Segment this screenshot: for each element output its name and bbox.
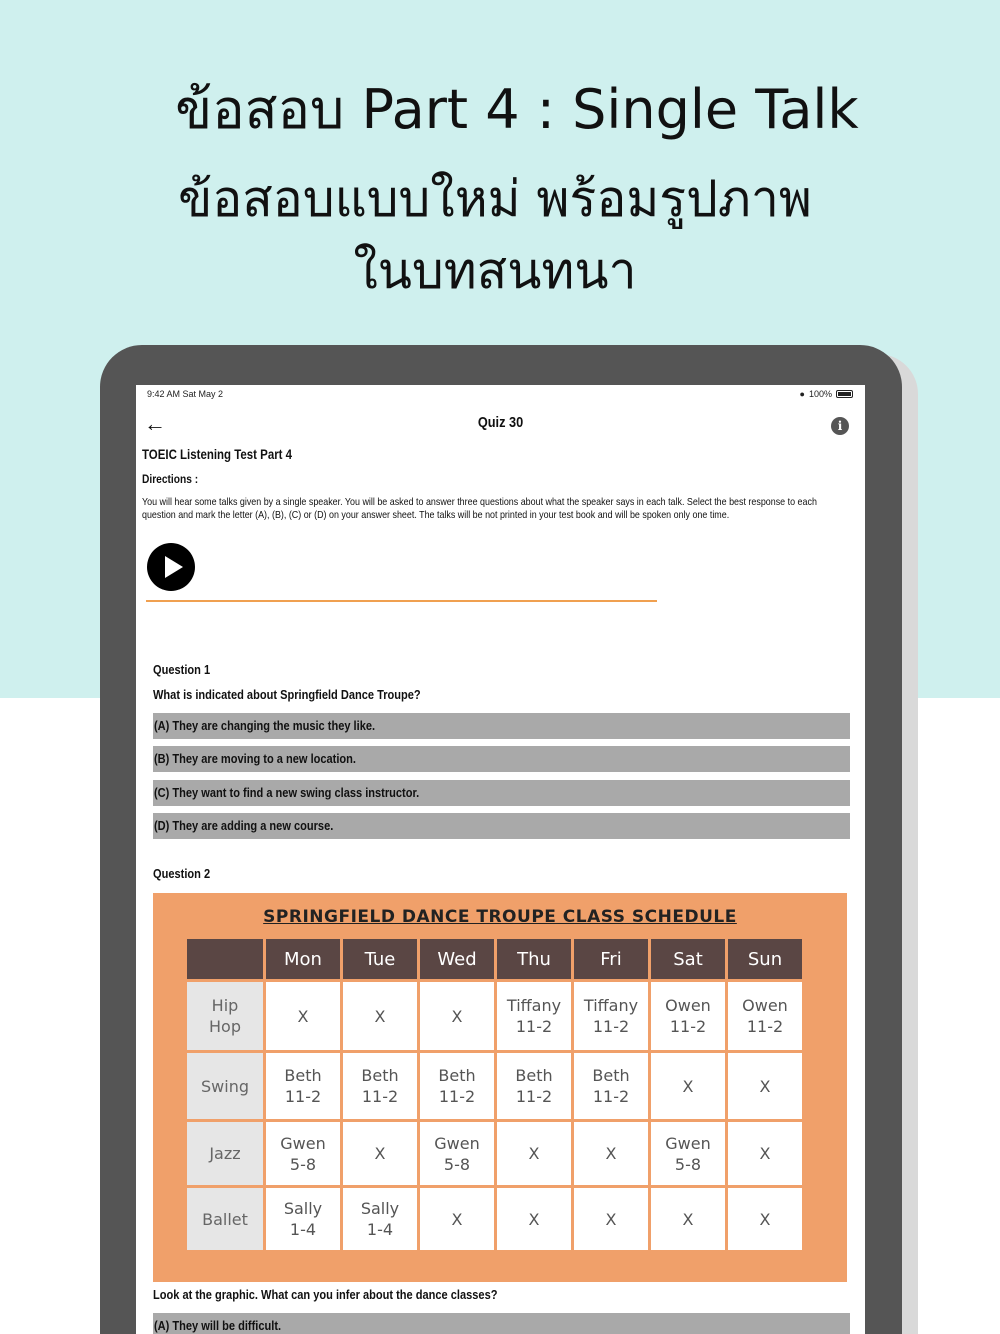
schedule-cell — [343, 1188, 417, 1250]
q1-option-b[interactable] — [153, 746, 850, 772]
status-right — [800, 389, 853, 399]
schedule-cell — [728, 1122, 802, 1185]
class-name: Ballet — [202, 1209, 248, 1229]
nav-title: Quiz 30 — [477, 414, 524, 431]
class-name: Hop — [209, 1017, 241, 1036]
arrow-left-icon[interactable]: ← — [144, 411, 166, 436]
cell-text: 11-2 — [746, 1017, 784, 1036]
cell-text: 11-2 — [284, 1087, 322, 1106]
schedule-cell — [574, 1122, 648, 1185]
cell-text: X — [605, 1209, 617, 1229]
cell-text: Sally — [360, 1199, 400, 1218]
cell-text: Beth — [284, 1066, 322, 1085]
schedule-cell — [651, 1053, 725, 1119]
cell-text: 5-8 — [289, 1154, 317, 1174]
schedule-title: SPRINGFIELD DANCE TROUPE CLASS SCHEDULE — [263, 907, 737, 927]
cell-text: 11-2 — [592, 1087, 630, 1106]
q1-option-c[interactable] — [153, 780, 850, 806]
status-time: 9:42 AM Sat May 2 — [147, 389, 224, 399]
cell-text: 1-4 — [366, 1220, 394, 1239]
schedule-cell — [420, 1122, 494, 1185]
question-2-text: Look at the graphic. What can you infer about the dance classes? — [153, 1287, 498, 1302]
schedule-cell — [728, 1053, 802, 1119]
schedule-row — [187, 1188, 802, 1250]
corner-cell — [187, 939, 263, 979]
schedule-cell — [728, 1188, 802, 1250]
schedule-cell — [574, 1188, 648, 1250]
q1-option-a[interactable] — [153, 713, 850, 739]
schedule-cell — [497, 1188, 571, 1250]
cell-text: X — [528, 1209, 540, 1229]
schedule-cell — [420, 1188, 494, 1250]
cell-text: X — [528, 1144, 540, 1163]
schedule-cell — [420, 1053, 494, 1119]
question-1-text: What is indicated about Springfield Dance Troupe? — [153, 687, 421, 702]
cell-text: Sally — [283, 1199, 323, 1218]
directions-text: You will hear some talks given by a single speaker. You will be asked to answer three questions about what the speaker says in each talk. Select the best response to each question and mark the letter (A), (B), (C) or (D) on your answer sheet. The talks will be not printed in your test book and will be spoken only one time. — [142, 496, 817, 521]
status-bar — [136, 385, 865, 403]
cell-text: Beth — [515, 1066, 553, 1085]
cell-text: Gwen — [434, 1133, 480, 1153]
schedule-cell — [343, 982, 417, 1050]
option-label: (C) They want to find a new swing class instructor. — [154, 785, 420, 800]
schedule-cell — [497, 1122, 571, 1185]
schedule-cell — [651, 982, 725, 1050]
schedule-cell — [266, 1122, 340, 1185]
schedule-cell — [266, 1053, 340, 1119]
cell-text: Beth — [438, 1066, 476, 1085]
schedule-body — [187, 982, 802, 1250]
schedule-cell — [266, 982, 340, 1050]
day-header: Mon — [266, 939, 340, 979]
question-2-label: Question 2 — [153, 866, 211, 881]
schedule-cell — [574, 982, 648, 1050]
schedule-cell — [343, 1122, 417, 1185]
wifi-icon: ● — [799, 389, 805, 399]
schedule-cell — [497, 1053, 571, 1119]
option-label: (A) They are changing the music they like. — [154, 718, 376, 733]
q2-option-a[interactable] — [153, 1313, 850, 1334]
day-header: Sun — [728, 939, 802, 979]
app-screen — [136, 385, 865, 1334]
day-header: Wed — [420, 939, 494, 979]
cell-text: X — [374, 1144, 386, 1163]
option-label: (A) They will be difficult. — [154, 1318, 282, 1333]
class-name: Jazz — [209, 1144, 241, 1163]
cell-text: 11-2 — [592, 1017, 630, 1036]
cell-text: Tiffany — [583, 996, 639, 1015]
info-icon[interactable]: i — [831, 417, 849, 435]
cell-text: Tiffany — [506, 996, 562, 1015]
cell-text: Beth — [361, 1066, 399, 1085]
battery-icon — [836, 390, 853, 398]
schedule-header-row — [187, 939, 802, 979]
cell-text: Beth — [592, 1066, 630, 1085]
class-name: Swing — [201, 1076, 249, 1096]
schedule-cell — [497, 982, 571, 1050]
play-button[interactable] — [147, 543, 195, 591]
class-name: Hip — [211, 996, 239, 1015]
cell-text: Gwen — [280, 1133, 326, 1153]
day-header: Sat — [651, 939, 725, 979]
day-header: Thu — [497, 939, 571, 979]
promo-headline: ข้อสอบ Part 4 : Single Talk — [175, 78, 859, 141]
schedule-row — [187, 1122, 802, 1185]
cell-text: 11-2 — [361, 1087, 399, 1106]
cell-text: X — [682, 1076, 694, 1096]
class-name-cell — [187, 982, 263, 1050]
schedule-cell — [728, 982, 802, 1050]
cell-text: Owen — [665, 996, 711, 1015]
cell-text: 11-2 — [669, 1017, 707, 1036]
day-header: Tue — [343, 939, 417, 979]
option-label: (D) They are adding a new course. — [154, 818, 334, 833]
schedule-cell — [420, 982, 494, 1050]
class-name-cell — [187, 1122, 263, 1185]
cell-text: X — [682, 1209, 694, 1229]
schedule-cell — [651, 1122, 725, 1185]
schedule-row — [187, 982, 802, 1050]
schedule-cell — [651, 1188, 725, 1250]
schedule-cell — [343, 1053, 417, 1119]
cell-text: 11-2 — [515, 1087, 553, 1106]
promo-subtitle-line2: ในบทสนทนา — [353, 242, 637, 300]
battery-percent: 100% — [808, 389, 832, 399]
promo-subtitle-line1: ข้อสอบแบบใหม่ พร้อมรูปภาพ — [178, 170, 812, 228]
schedule-row — [187, 1053, 802, 1119]
q1-option-d[interactable] — [153, 813, 850, 839]
class-name-cell — [187, 1188, 263, 1250]
cell-text: X — [759, 1144, 771, 1163]
cell-text: 5-8 — [443, 1154, 471, 1174]
cell-text: 1-4 — [289, 1220, 317, 1239]
cell-text: X — [605, 1144, 617, 1163]
cell-text: X — [759, 1209, 771, 1229]
cell-text: 11-2 — [515, 1017, 553, 1036]
cell-text: X — [451, 1209, 463, 1229]
class-name-cell — [187, 1053, 263, 1119]
day-header: Fri — [574, 939, 648, 979]
test-title: TOEIC Listening Test Part 4 — [142, 447, 293, 462]
question-1-label: Question 1 — [153, 662, 211, 677]
cell-text: Owen — [742, 996, 788, 1015]
schedule-table — [184, 936, 805, 1253]
schedule-cell — [266, 1188, 340, 1250]
schedule-cell — [574, 1053, 648, 1119]
cell-text: 11-2 — [438, 1087, 476, 1106]
cell-text: X — [374, 1006, 386, 1026]
cell-text: X — [451, 1006, 463, 1026]
cell-text: X — [759, 1076, 771, 1096]
directions-label: Directions : — [142, 472, 199, 486]
option-label: (B) They are moving to a new location. — [154, 751, 357, 766]
cell-text: 5-8 — [674, 1154, 702, 1174]
cell-text: Gwen — [665, 1133, 711, 1153]
cell-text: X — [297, 1006, 309, 1026]
schedule-graphic — [153, 893, 847, 1282]
audio-progress-bar[interactable] — [146, 600, 657, 602]
nav-bar — [136, 407, 865, 441]
